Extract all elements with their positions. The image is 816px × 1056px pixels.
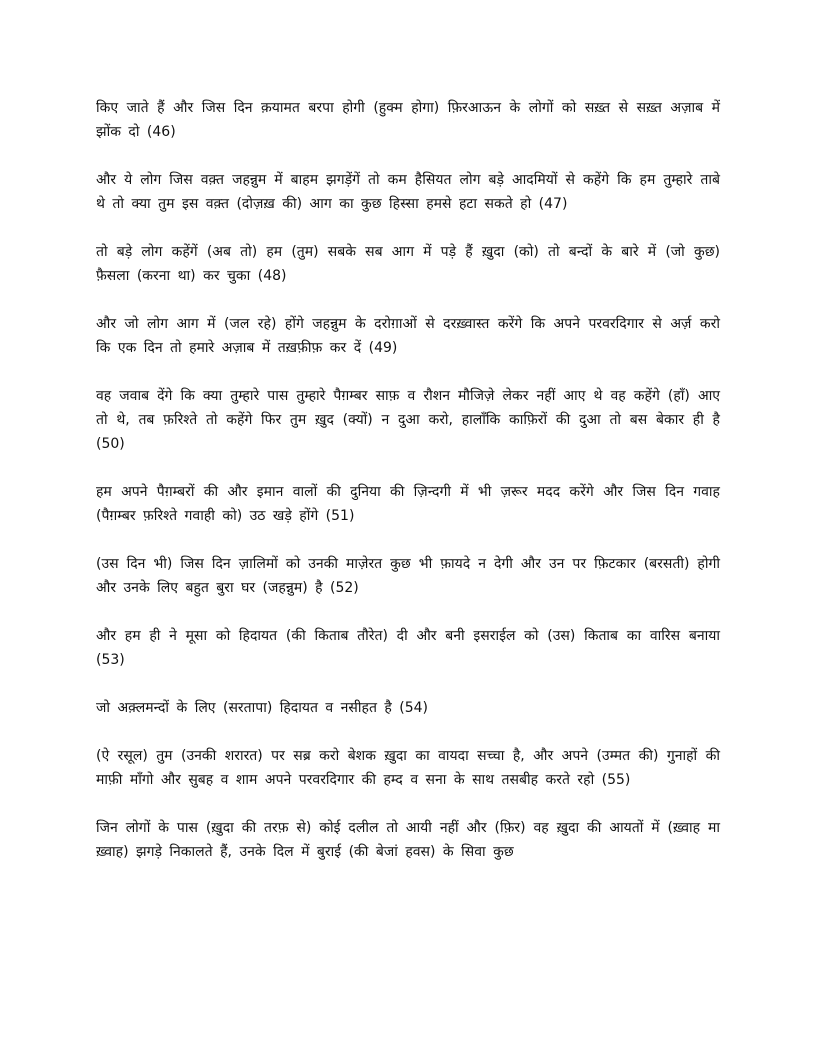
verse-55-paragraph: (ऐ रसूल) तुम (उनकी शरारत) पर सब्र करो बेशक ख़ुदा का वायदा सच्चा है, और अपने (उम्मत की) गुनाहों की माफ़ी माँगो और सुबह व शाम अपने परवरदिगार की हम्द व सना के साथ तसबीह करते रहो (55) bbox=[96, 748, 720, 788]
verse-54-paragraph: जो अक़्लमन्दों के लिए (सरतापा) हिदायत व नसीहत है (54) bbox=[96, 700, 429, 716]
verse-53-paragraph: और हम ही ने मूसा को हिदायत (की किताब तौरेत) दी और बनी इसराईल को (उस) किताब का वारिस बनाया (53) bbox=[96, 628, 720, 668]
verse-46-paragraph: किए जाते हैं और जिस दिन क़यामत बरपा होगी (हुक्म होगा) फ़िरआऊन के लोगों को सख़्त से सख़्त अज़ाब में झोंक दो (46) bbox=[96, 100, 720, 140]
verse-52-paragraph: (उस दिन भी) जिस दिन ज़ालिमों को उनकी माज़ेरत कुछ भी फ़ायदे न देगी और उन पर फ़िटकार (बरसती) होगी और उनके लिए बहुत बुरा घर (जहन्नुम) है (52) bbox=[96, 556, 720, 596]
verse-48-paragraph: तो बड़े लोग कहेंगें (अब तो) हम (तुम) सबके सब आग में पड़े हैं ख़ुदा (को) तो बन्दों के बारे में (जो कुछ) फ़ैसला (करना था) कर चुका (48) bbox=[96, 244, 720, 284]
verse-47-paragraph: और ये लोग जिस वक़्त जहन्नुम में बाहम झगड़ेंगें तो कम हैसियत लोग बड़े आदमियों से कहेंगे कि हम तुम्हारे ताबे थे तो क्या तुम इस वक़्त (दोज़ख़ की) आग का कुछ हिस्सा हमसे हटा सकते हो (47) bbox=[96, 172, 720, 212]
verse-51-paragraph: हम अपने पैग़म्बरों की और इमान वालों की दुनिया की ज़िन्दगी में भी ज़रूर मदद करेंगे और जिस दिन गवाह (पैग़म्बर फ़रिश्ते गवाही को) उठ खड़े होंगे (51) bbox=[96, 484, 720, 524]
verse-50-paragraph: वह जवाब देंगे कि क्या तुम्हारे पास तुम्हारे पैग़म्बर साफ़ व रौशन मौजिज़े लेकर नहीं आए थे वह कहेंगे (हाँ) आए तो थे, तब फ़रिश्ते तो कहेंगे फिर तुम ख़ुद (क्यों) न दुआ करो, हालाँकि काफ़िरों की दुआ तो बस बेकार ही है (50) bbox=[96, 388, 720, 452]
document-page bbox=[96, 96, 720, 864]
verse-49-paragraph: और जो लोग आग में (जल रहे) होंगे जहन्नुम के दरोग़ाओं से दरख़्वास्त करेंगे कि अपने परवरदिगार से अर्ज़ करो कि एक दिन तो हमारे अज़ाब में तख़फ़ीफ़ कर दें (49) bbox=[96, 316, 720, 356]
verse-56-paragraph: जिन लोगों के पास (ख़ुदा की तरफ़ से) कोई दलील तो आयी नहीं और (फ़िर) वह ख़ुदा की आयतों में (ख़्वाह मा ख़्वाह) झगड़े निकालते हैं, उनके दिल में बुराई (की बेजां हवस) के सिवा कुछ bbox=[96, 820, 720, 860]
